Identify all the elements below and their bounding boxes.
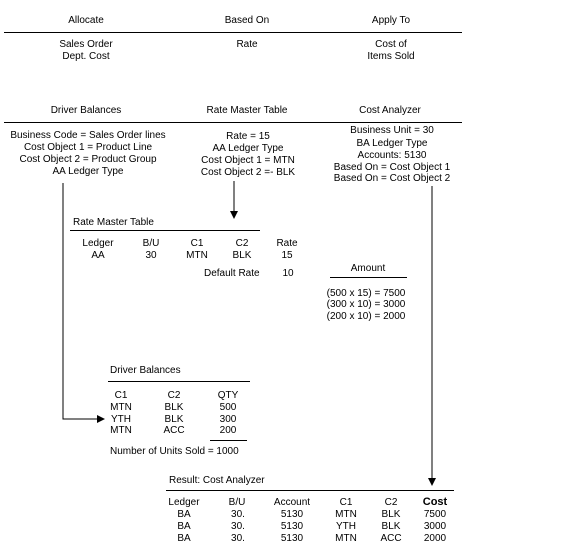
- rate-desc-1: Rate = 15: [226, 131, 270, 142]
- section-rate-master-table: Rate Master Table: [206, 105, 288, 116]
- amount-line-3: (200 x 10) = 2000: [326, 311, 406, 322]
- allocate-line-2: Dept. Cost: [62, 51, 110, 62]
- rate-cell-rate: 15: [281, 250, 293, 261]
- result-row2-c2: BLK: [381, 521, 401, 532]
- header-allocate: Allocate: [68, 15, 104, 26]
- result-table-title: Result: Cost Analyzer: [169, 475, 265, 486]
- result-row3-c1: MTN: [335, 533, 357, 544]
- result-row1-account: 5130: [280, 509, 304, 520]
- rate-header-rate: Rate: [276, 238, 298, 249]
- result-row2-ledger: BA: [177, 521, 191, 532]
- result-row1-c1: MTN: [335, 509, 357, 520]
- result-row3-cost: 2000: [423, 533, 447, 544]
- rate-desc-2: AA Ledger Type: [212, 143, 284, 154]
- analyzer-desc-2: BA Ledger Type: [356, 138, 428, 149]
- driver-table-title: Driver Balances: [110, 365, 181, 376]
- rate-cell-ledger: AA: [91, 250, 105, 261]
- driver-desc-3: Cost Object 2 = Product Group: [19, 154, 157, 165]
- driver-row1-c2: BLK: [164, 402, 184, 413]
- driver-desc-2: Cost Object 1 = Product Line: [23, 142, 153, 153]
- driver-header-qty: QTY: [217, 390, 239, 401]
- rate-table-title: Rate Master Table: [73, 217, 154, 228]
- result-row1-ledger: BA: [177, 509, 191, 520]
- result-header-cost: Cost: [422, 496, 448, 508]
- driver-row2-c2: BLK: [164, 414, 184, 425]
- result-row3-c2: ACC: [380, 533, 402, 544]
- result-row2-c1: YTH: [336, 521, 356, 532]
- analyzer-desc-5: Based On = Cost Object 2: [333, 173, 451, 184]
- result-row1-cost: 7500: [423, 509, 447, 520]
- apply-to-line-2: Items Sold: [367, 51, 415, 62]
- result-row1-bu: 30.: [231, 509, 245, 520]
- units-sold: Number of Units Sold = 1000: [110, 446, 239, 457]
- result-header-c1: C1: [339, 497, 353, 508]
- driver-header-c2: C2: [167, 390, 181, 401]
- analyzer-desc-3: Accounts: 5130: [357, 150, 427, 161]
- driver-desc-1: Business Code = Sales Order lines: [10, 130, 166, 141]
- rate-desc-4: Cost Object 2 =- BLK: [200, 167, 296, 178]
- based-on-value: Rate: [236, 39, 258, 50]
- driver-row1-c1: MTN: [110, 402, 132, 413]
- driver-row1-qty: 500: [219, 402, 237, 413]
- apply-to-line-1: Cost of: [375, 39, 407, 50]
- rate-header-bu: B/U: [142, 238, 160, 249]
- result-header-c2: C2: [384, 497, 398, 508]
- rate-desc-3: Cost Object 1 = MTN: [201, 155, 295, 166]
- result-header-account: Account: [273, 497, 311, 508]
- default-rate-label: Default Rate: [204, 268, 260, 279]
- header-based-on: Based On: [224, 15, 270, 26]
- rate-header-c1: C1: [190, 238, 204, 249]
- result-row2-bu: 30.: [231, 521, 245, 532]
- analyzer-desc-1: Business Unit = 30: [350, 125, 434, 136]
- rate-cell-c2: BLK: [232, 250, 252, 261]
- amount-line-2: (300 x 10) = 3000: [326, 299, 406, 310]
- section-driver-balances: Driver Balances: [50, 105, 122, 116]
- result-row3-ledger: BA: [177, 533, 191, 544]
- result-row3-bu: 30.: [231, 533, 245, 544]
- result-row2-cost: 3000: [423, 521, 447, 532]
- analyzer-desc-4: Based On = Cost Object 1: [333, 162, 451, 173]
- result-header-ledger: Ledger: [168, 497, 200, 508]
- default-rate-value: 10: [282, 268, 294, 279]
- driver-row2-c1: YTH: [111, 414, 131, 425]
- rate-header-ledger: Ledger: [82, 238, 114, 249]
- driver-row3-qty: 200: [219, 425, 237, 436]
- rate-cell-bu: 30: [145, 250, 157, 261]
- amount-title: Amount: [350, 263, 386, 274]
- rate-cell-c1: MTN: [186, 250, 208, 261]
- allocate-line-1: Sales Order: [59, 39, 113, 50]
- driver-header-c1: C1: [114, 390, 128, 401]
- driver-row2-qty: 300: [219, 414, 237, 425]
- driver-row3-c1: MTN: [110, 425, 132, 436]
- driver-to-balances-arrow: [63, 183, 104, 419]
- result-row2-account: 5130: [280, 521, 304, 532]
- header-apply-to: Apply To: [371, 15, 411, 26]
- result-row1-c2: BLK: [381, 509, 401, 520]
- rate-header-c2: C2: [235, 238, 249, 249]
- result-row3-account: 5130: [280, 533, 304, 544]
- result-header-bu: B/U: [228, 497, 246, 508]
- section-cost-analyzer: Cost Analyzer: [359, 105, 421, 116]
- amount-line-1: (500 x 15) = 7500: [326, 288, 406, 299]
- driver-row3-c2: ACC: [163, 425, 185, 436]
- driver-desc-4: AA Ledger Type: [52, 166, 124, 177]
